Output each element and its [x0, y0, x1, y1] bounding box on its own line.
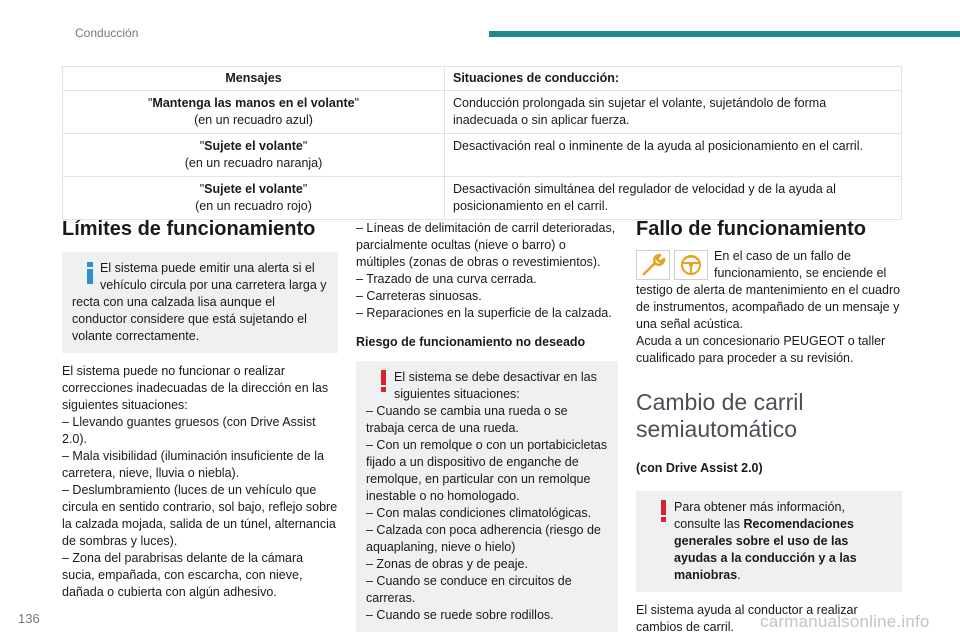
section-title-risk: Riesgo de funcionamiento no deseado: [356, 335, 586, 349]
section-title-lane-change: Cambio de carril semiautomático: [636, 389, 804, 442]
quote-mark: ": [199, 182, 205, 196]
message-frame-note: (en un recuadro rojo): [195, 199, 312, 213]
list-item: – Cuando se conduce en circuitos de carreras.: [366, 574, 572, 605]
warning-icon: [380, 370, 388, 392]
lane-change-subtitle: (con Drive Assist 2.0): [636, 461, 763, 475]
list-item: – Zona del parabrisas delante de la cámara sucia, empañada, con escarcha, con nieve, dañada o cubierta con algún adhesivo.: [62, 551, 304, 599]
list-item: – Llevando guantes gruesos (con Drive Assist 2.0).: [62, 415, 316, 446]
limits-intro: El sistema puede no funcionar o realizar correcciones inadecuadas de la dirección en las siguientes situaciones:: [62, 364, 329, 412]
lane-change-text: El sistema ayuda al conductor a realizar cambios de carril.: [636, 603, 858, 634]
section-title-fault: Fallo de funcionamiento: [636, 218, 867, 240]
info-icon: [86, 262, 94, 284]
section-title-limits: Límites de funcionamiento: [62, 218, 316, 240]
quote-mark: ": [199, 139, 205, 153]
table-cell-situation: Desactivación simultánea del regulador de velocidad y de la ayuda al posicionamiento en el carril.: [445, 177, 902, 220]
messages-table: [62, 66, 902, 220]
watermark: carmanualsonline.info: [760, 612, 930, 631]
info-box-text-first: El sistema puede emitir una alerta si el vehículo circula por una carretera larga y: [100, 261, 327, 292]
list-item: – Trazado de una curva cerrada.: [356, 272, 537, 286]
warning-box: [636, 491, 902, 592]
list-item: – Con un remolque o con un portabicicletas fijado a un dispositivo de enganche de remolque, en particular con un remolque inestable o no homologado.: [366, 438, 608, 503]
list-item: – Reparaciones en la superficie de la calzada.: [356, 306, 612, 320]
column-1: [62, 216, 338, 601]
list-item: – Cuando se cambia una rueda o se trabaja cerca de una rueda.: [366, 404, 568, 435]
quote-mark: ": [354, 96, 360, 110]
message-frame-note: (en un recuadro naranja): [184, 156, 323, 170]
table-cell-situation: Conducción prolongada sin sujetar el volante, sujetándolo de forma inadecuada o sin aplicar fuerza.: [445, 91, 902, 134]
wrench-icon: [636, 250, 670, 280]
quote-mark: ": [302, 139, 308, 153]
quote-mark: ": [302, 182, 308, 196]
list-item: – Deslumbramiento (luces de un vehículo que circula en sentido contrario, sol bajo, reflejo sobre la calzada mojada, salida de un túnel, alternancia de sombras y luces).: [62, 483, 338, 548]
table-header-messages: Mensajes: [63, 67, 445, 91]
quote-mark: ": [147, 96, 153, 110]
list-item: – Mala visibilidad (iluminación insuficiente de la carretera, nieve, lluvia o niebla).: [62, 449, 324, 480]
message-text: Mantenga las manos en el volante: [152, 96, 355, 110]
warning-icon: [660, 500, 668, 522]
table-header-situations: Situaciones de conducción:: [445, 67, 902, 91]
list-item: – Líneas de delimitación de carril deterioradas, parcialmente ocultas (nieve o barro) o múltiples (zonas de obras o revestimientos).: [356, 221, 616, 269]
running-header: Conducción: [75, 26, 139, 40]
info-box-text-rest: recta con una calzada lisa aunque el conductor considere que está sujetando el volante correctamente.: [72, 295, 307, 343]
table-row: [63, 134, 902, 177]
warning-text-prefix: Para obtener más información, consulte las: [674, 500, 845, 531]
warning-text-bold: Recomendaciones generales sobre el uso de las ayudas a la conducción y a las maniobras: [674, 517, 857, 582]
warning-box-text: El sistema se debe desactivar en las siguientes situaciones:: [394, 370, 597, 401]
list-item: – Carreteras sinuosas.: [356, 289, 482, 303]
table-cell-message: [63, 91, 445, 134]
message-text: Sujete el volante: [204, 182, 303, 196]
table-cell-situation: Desactivación real o inminente de la ayuda al posicionamiento en el carril.: [445, 134, 902, 177]
table-cell-message: [63, 177, 445, 220]
fault-text: En el caso de un fallo de funcionamiento, se enciende el testigo de alerta de mantenimiento en el cuadro de instrumentos, acompañado de un mensaje y una señal acústica.: [636, 249, 901, 331]
warning-text-suffix: .: [737, 568, 741, 582]
message-frame-note: (en un recuadro azul): [194, 113, 313, 127]
table-row: [63, 177, 902, 220]
warning-box: [356, 361, 618, 632]
message-text: Sujete el volante: [204, 139, 303, 153]
fault-text-2: Acuda a un concesionario PEUGEOT o taller cualificado para proceder a su revisión.: [636, 334, 886, 365]
table-row: [63, 91, 902, 134]
header-accent-bar: [489, 31, 960, 37]
steering-hands-icon: [674, 250, 708, 280]
list-item: – Calzada con poca adherencia (riesgo de aquaplaning, nieve o hielo): [366, 523, 601, 554]
list-item: – Cuando se ruede sobre rodillos.: [366, 608, 554, 622]
column-3: [636, 216, 902, 636]
list-item: – Con malas condiciones climatológicas.: [366, 506, 592, 520]
column-2: [356, 220, 618, 632]
fault-warning-lamps: [636, 250, 708, 280]
warning-box-text: [646, 499, 892, 584]
table-header-row: [63, 67, 902, 91]
table-cell-message: [63, 134, 445, 177]
page-number: 136: [18, 611, 40, 626]
fault-block: [636, 248, 902, 367]
list-item: – Zonas de obras y de peaje.: [366, 557, 528, 571]
info-box: [62, 252, 338, 353]
